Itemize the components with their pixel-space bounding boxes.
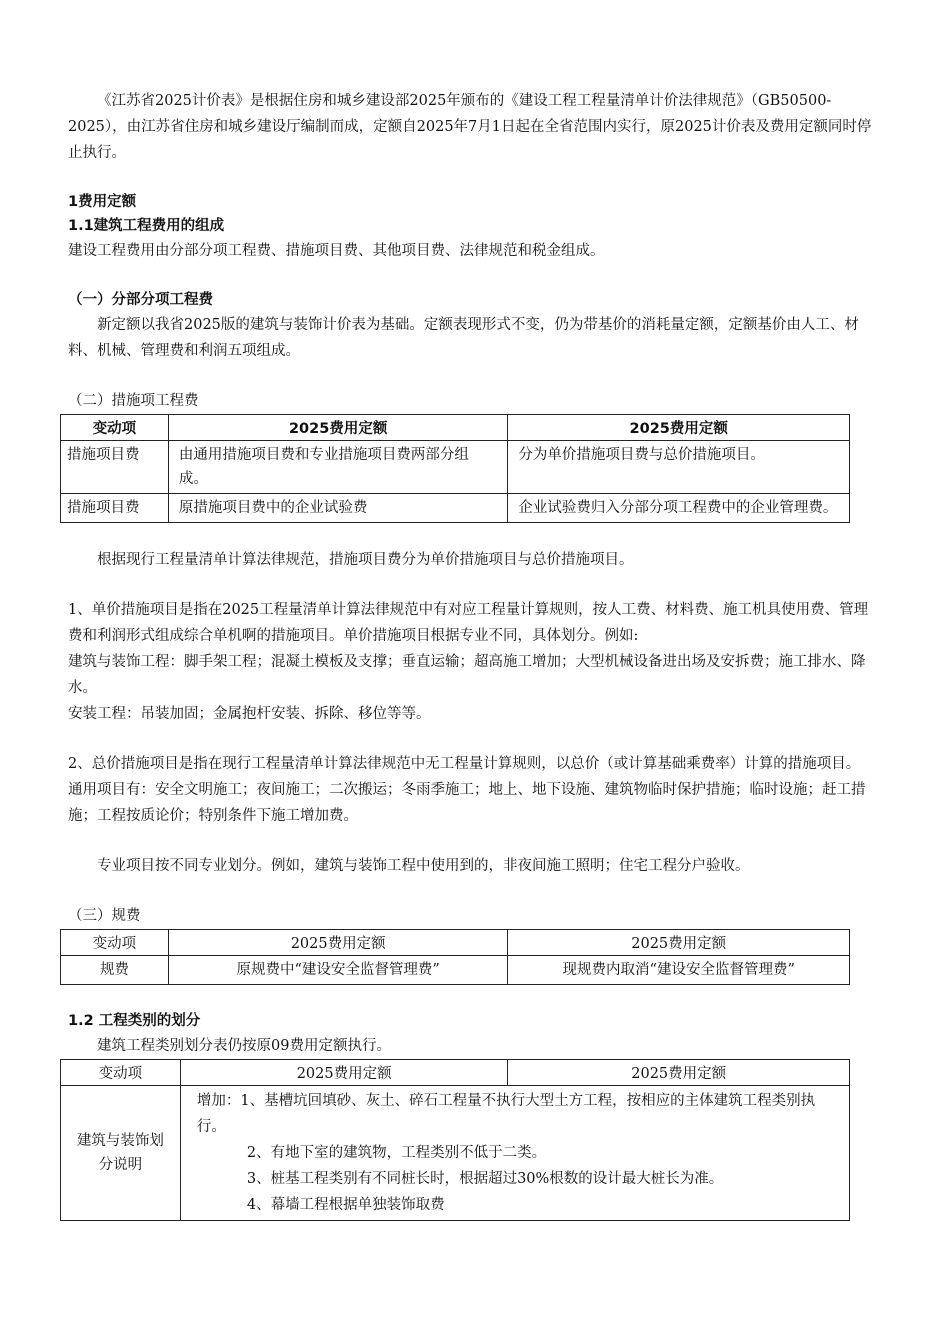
- unit-price-paragraph: 1、单价措施项目是指在2025工程量清单计算法律规范中有对应工程量计算规则，按人工费、材料费、施工机具使用费、管理费和利润形式组成综合单机啊的措施项目。单价措施项目根据专业不同，具体划分。例如:: [68, 602, 869, 644]
- table-header-cell: 变动项: [61, 415, 169, 441]
- table-row: [61, 441, 850, 494]
- table-cell: 现规费内取消“建设安全监督管理费”: [508, 956, 850, 985]
- document-page: [68, 88, 882, 1221]
- special-paragraph: 专业项目按不同专业划分。例如，建筑与装饰工程中使用到的，非夜间施工照明；住宅工程分户验收。: [97, 858, 750, 874]
- table-cell: 措施项目费: [61, 494, 169, 523]
- table-row: [61, 494, 850, 523]
- table-cell: 由通用措施项目费和专业措施项目费两部分组成。: [168, 441, 508, 494]
- total-price-paragraph: 2、总价措施项目是指在现行工程量清单计算法律规范中无工程量计算规则，以总价（或计算基础乘费率）计算的措施项目。: [68, 756, 861, 772]
- table-row: [61, 956, 850, 985]
- part3-heading: （三）规费: [68, 908, 141, 924]
- unit-price-install: 安装工程：吊装加固；金属抱杆安装、拆除、移位等等。: [68, 706, 431, 722]
- table-header-cell: 变动项: [61, 1060, 181, 1086]
- intro-paragraph: 《江苏省2025计价表》是根据住房和城乡建设部2025年颁布的《建设工程工程量清单计价法律规范》（GB50500-2025），由江苏省住房和城乡建设厅编制而成，定额自2025年7月1日起在全省范围内实行，原2025计价表及费用定额同时停止执行。: [68, 93, 872, 161]
- table-header-cell: 2025费用定额: [508, 1060, 850, 1086]
- part2-heading: （二）措施项工程费: [68, 393, 199, 409]
- table-cell: 分为单价措施项目费与总价措施项目。: [508, 441, 850, 494]
- measures-intro-paragraph: 根据现行工程量清单计算法律规范，措施项目费分为单价措施项目与总价措施项目。: [97, 552, 634, 568]
- table-cell: 原措施项目费中的企业试验费: [168, 494, 508, 523]
- category-item: 2、有地下室的建筑物，工程类别不低于二类。: [246, 1145, 547, 1161]
- measures-table: [60, 414, 850, 523]
- category-paragraph: 建筑工程类别划分表仍按原09费用定额执行。: [97, 1038, 391, 1054]
- total-price-general: 通用项目有：安全文明施工；夜间施工；二次搬运；冬雨季施工；地上、地下设施、建筑物临时保护措施；临时设施；赶工措施；工程按质论价；特别条件下施工增加费。: [68, 782, 866, 824]
- section-heading-1-1: 1.1建筑工程费用的组成: [68, 218, 225, 234]
- category-item: 3、桩基工程类别有不同桩长时，根据超过30%根数的设计最大桩长为准。: [246, 1171, 724, 1187]
- category-item: 4、幕墙工程根据单独装饰取费: [246, 1197, 445, 1213]
- part1-heading: （一）分部分项工程费: [68, 292, 213, 308]
- category-item: 增加：1、基槽坑回填砂、灰土、碎石工程量不执行大型土方工程，按相应的主体建筑工程类别执行。: [196, 1093, 816, 1135]
- section-heading-1: 1费用定额: [68, 194, 137, 210]
- table-cell-merged: [180, 1086, 849, 1221]
- table-cell: 企业试验费归入分部分项工程费中的企业管理费。: [508, 494, 850, 523]
- table-header-cell: 2025费用定额: [168, 415, 508, 441]
- table-header-cell: 2025费用定额: [168, 930, 508, 956]
- table-header-row: [61, 1060, 850, 1086]
- category-table: [60, 1059, 850, 1221]
- table-header-row: [61, 415, 850, 441]
- table-header-cell: 2025费用定额: [508, 930, 850, 956]
- table-cell: 措施项目费: [61, 441, 169, 494]
- section-heading-1-2: 1.2 工程类别的划分: [68, 1013, 201, 1029]
- part1-paragraph: 新定额以我省2025版的建筑与装饰计价表为基础。定额表现形式不变，仍为带基价的消耗量定额，定额基价由人工、材料、机械、管理费和利润五项组成。: [68, 317, 859, 359]
- table-header-cell: 2025费用定额: [180, 1060, 508, 1086]
- table-header-row: [61, 930, 850, 956]
- composition-paragraph: 建设工程费用由分部分项工程费、措施项目费、其他项目费、法律规范和税金组成。: [68, 243, 605, 259]
- table-header-cell: 变动项: [61, 930, 169, 956]
- table-cell: 规费: [61, 956, 169, 985]
- table-header-cell: 2025费用定额: [508, 415, 850, 441]
- table-cell: 原规费中“建设安全监督管理费”: [168, 956, 508, 985]
- table-row: [61, 1086, 850, 1221]
- table-cell: 建筑与装饰划分说明: [61, 1086, 181, 1221]
- fees-table: [60, 929, 850, 985]
- unit-price-building: 建筑与装饰工程：脚手架工程；混凝土模板及支撑；垂直运输；超高施工增加；大型机械设备进出场及安拆费；施工排水、降水。: [68, 654, 866, 696]
